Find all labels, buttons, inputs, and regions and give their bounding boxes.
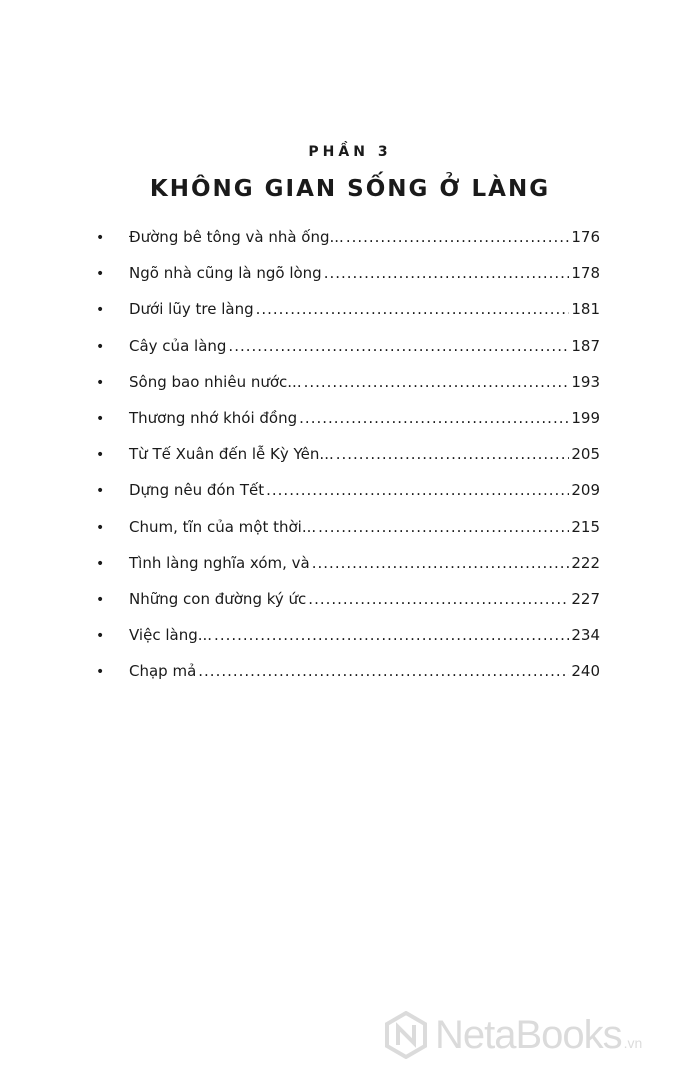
toc-entry-title: Thương nhớ khói đồng — [129, 408, 298, 427]
toc-entry-title: Chạp mả — [129, 662, 197, 681]
part-title: KHÔNG GIAN SỐNG Ở LÀNG — [149, 176, 551, 202]
toc-entry-title: Những con đường ký ức — [129, 589, 307, 608]
toc-item — [96, 409, 600, 445]
toc-entry-title: Ngõ nhà cũng là ngõ lòng — [129, 264, 322, 283]
dot-leader — [336, 445, 570, 463]
toc-page-number: 215 — [571, 517, 600, 536]
bullet-icon: • — [96, 302, 105, 319]
toc-page-number: 234 — [571, 626, 600, 645]
dot-leader — [266, 481, 569, 499]
toc-page-number: 181 — [571, 300, 600, 319]
toc-page-number: 178 — [571, 264, 600, 283]
toc-item — [96, 300, 600, 336]
toc-page-number: 199 — [571, 408, 600, 427]
netabooks-logo-icon — [385, 1011, 427, 1059]
toc-entry-title: Dựng nêu đón Tết — [129, 481, 265, 500]
toc-item — [96, 662, 600, 698]
toc-item — [96, 554, 600, 590]
toc-page-number: 227 — [571, 589, 600, 608]
toc-item — [96, 228, 600, 264]
bullet-icon: • — [96, 447, 105, 464]
dot-leader — [318, 518, 569, 536]
toc-page-number: 205 — [571, 445, 600, 464]
bullet-icon: • — [96, 519, 105, 536]
table-of-contents — [96, 228, 600, 698]
toc-page-number: 176 — [571, 228, 600, 246]
dot-leader — [214, 626, 569, 644]
toc-entry-title: Tình làng nghĩa xóm, và — [129, 553, 310, 572]
watermark-suffix: .vn — [623, 1035, 643, 1051]
bullet-icon: • — [96, 664, 105, 681]
bullet-icon: • — [96, 591, 105, 608]
toc-entry-title: Dưới lũy tre làng — [129, 300, 254, 319]
toc-item — [96, 264, 600, 300]
dot-leader — [256, 300, 570, 318]
bullet-icon: • — [96, 410, 105, 427]
toc-entry-title: Cây của làng — [129, 336, 227, 355]
toc-page-number: 209 — [571, 481, 600, 500]
toc-item — [96, 590, 600, 626]
toc-page-number: 240 — [571, 662, 600, 681]
dot-leader — [304, 373, 570, 391]
toc-page-number: 187 — [571, 336, 600, 355]
watermark-brand: NetaBooks — [435, 1012, 622, 1057]
bullet-icon: • — [96, 555, 105, 572]
bullet-icon: • — [96, 628, 105, 645]
toc-item — [96, 626, 600, 662]
toc-item — [96, 337, 600, 373]
bullet-icon: • — [96, 266, 105, 283]
toc-item — [96, 518, 600, 554]
dot-leader — [228, 337, 569, 355]
dot-leader — [346, 228, 570, 246]
toc-item — [96, 481, 600, 517]
toc-entry-title: Từ Tế Xuân đến lễ Kỳ Yên... — [129, 445, 334, 464]
bullet-icon: • — [96, 338, 105, 355]
part-label: PHẦN 3 — [308, 144, 392, 160]
toc-item — [96, 445, 600, 481]
toc-item — [96, 373, 600, 409]
dot-leader — [324, 264, 570, 282]
watermark — [385, 1005, 642, 1065]
toc-page-number: 222 — [571, 553, 600, 572]
dot-leader — [198, 662, 569, 680]
bullet-icon: • — [96, 230, 105, 246]
toc-entry-title: Sông bao nhiêu nước... — [129, 372, 302, 391]
dot-leader — [308, 590, 569, 608]
toc-entry-title: Đường bê tông và nhà ống... — [129, 228, 344, 246]
toc-page-number: 193 — [571, 372, 600, 391]
toc-entry-title: Chum, tĩn của một thời... — [129, 517, 317, 536]
dot-leader — [299, 409, 569, 427]
toc-entry-title: Việc làng... — [129, 626, 213, 645]
bullet-icon: • — [96, 374, 105, 391]
dot-leader — [312, 554, 570, 572]
bullet-icon: • — [96, 483, 105, 500]
